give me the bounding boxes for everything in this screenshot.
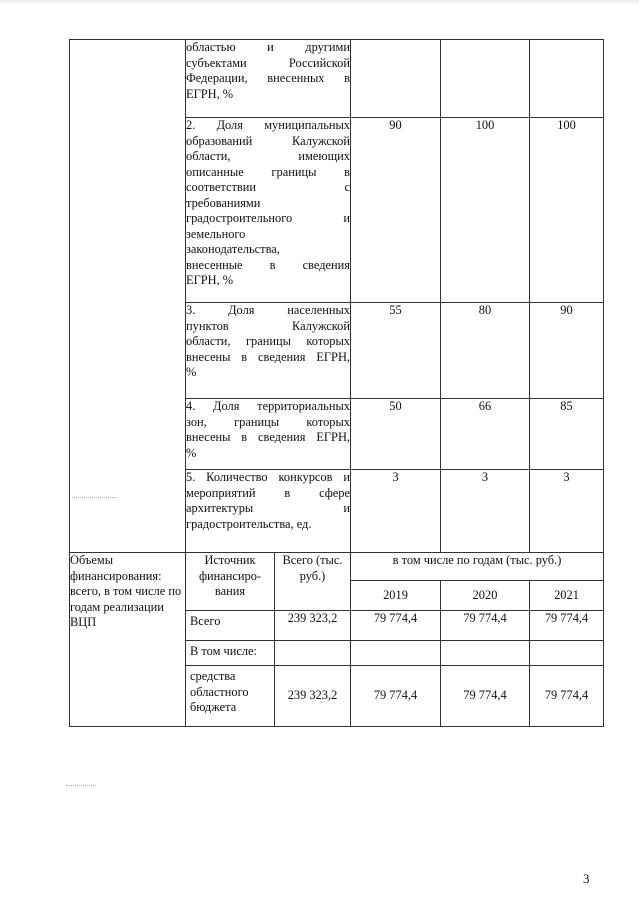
indicator-value-2020: 3 [441,470,530,553]
financing-2021: 79 774,4 [530,666,604,727]
indicator-row [70,40,604,118]
source-header: Источник финансиро-вания [186,553,275,611]
financing-2020: 79 774,4 [441,666,530,727]
financing-2021 [530,641,604,666]
financing-2021: 79 774,4 [530,611,604,641]
indicator-value-2020: 100 [441,118,530,303]
indicator-value-2019: 50 [351,399,441,470]
indicator-text: 3. Доля населенных пунктов Калужской области, границы которых внесены в сведения ЕГРН, % [186,303,351,399]
year-2021: 2021 [530,581,604,611]
financing-source: средства областного бюджета [186,666,275,727]
financing-total [275,641,351,666]
indicator-value-2019: 3 [351,470,441,553]
year-2019: 2019 [351,581,441,611]
indicator-value-2020 [441,40,530,118]
financing-header-row [70,553,604,581]
scan-artifact [72,497,117,498]
indicator-value-2021: 90 [530,303,604,399]
indicator-text: областью и другими субъектами Российской Федерации, внесенных в ЕГРН, % [186,40,351,118]
indicator-value-2021 [530,40,604,118]
program-passport-table [69,39,604,727]
financing-source: В том числе: [186,641,275,666]
indicator-value-2019: 55 [351,303,441,399]
financing-2019 [351,641,441,666]
indicator-value-2020: 80 [441,303,530,399]
total-header: Всего (тыс. руб.) [275,553,351,611]
financing-label: Объемы финансирования: всего, в том числе по годам реализации ВЦП [70,553,186,727]
financing-total: 239 323,2 [275,666,351,727]
indicator-text: 5. Количество конкурсов и мероприятий в сфере архитектуры и градостроительства, ед. [186,470,351,553]
indicators-label-cell [70,40,186,553]
indicator-text: 4. Доля территориальных зон, границы которых внесены в сведения ЕГРН, % [186,399,351,470]
year-2020: 2020 [441,581,530,611]
financing-2020: 79 774,4 [441,611,530,641]
indicator-value-2021: 3 [530,470,604,553]
financing-2019: 79 774,4 [351,666,441,727]
indicator-value-2021: 100 [530,118,604,303]
financing-total: 239 323,2 [275,611,351,641]
financing-2019: 79 774,4 [351,611,441,641]
indicator-value-2021: 85 [530,399,604,470]
indicator-value-2020: 66 [441,399,530,470]
indicator-value-2019: 90 [351,118,441,303]
page-number: 3 [583,871,590,886]
indicator-value-2019 [351,40,441,118]
financing-2020 [441,641,530,666]
financing-source: Всего [186,611,275,641]
indicator-text: 2. Доля муниципальных образований Калужской области, имеющих описанные границы в соответствии с требованиями градостроительного и земельного законодательства, внесенные в сведения ЕГРН, % [186,118,351,303]
scan-artifact [66,785,96,786]
scan-edge-shading [0,0,639,6]
years-header: в том числе по годам (тыс. руб.) [351,553,604,581]
